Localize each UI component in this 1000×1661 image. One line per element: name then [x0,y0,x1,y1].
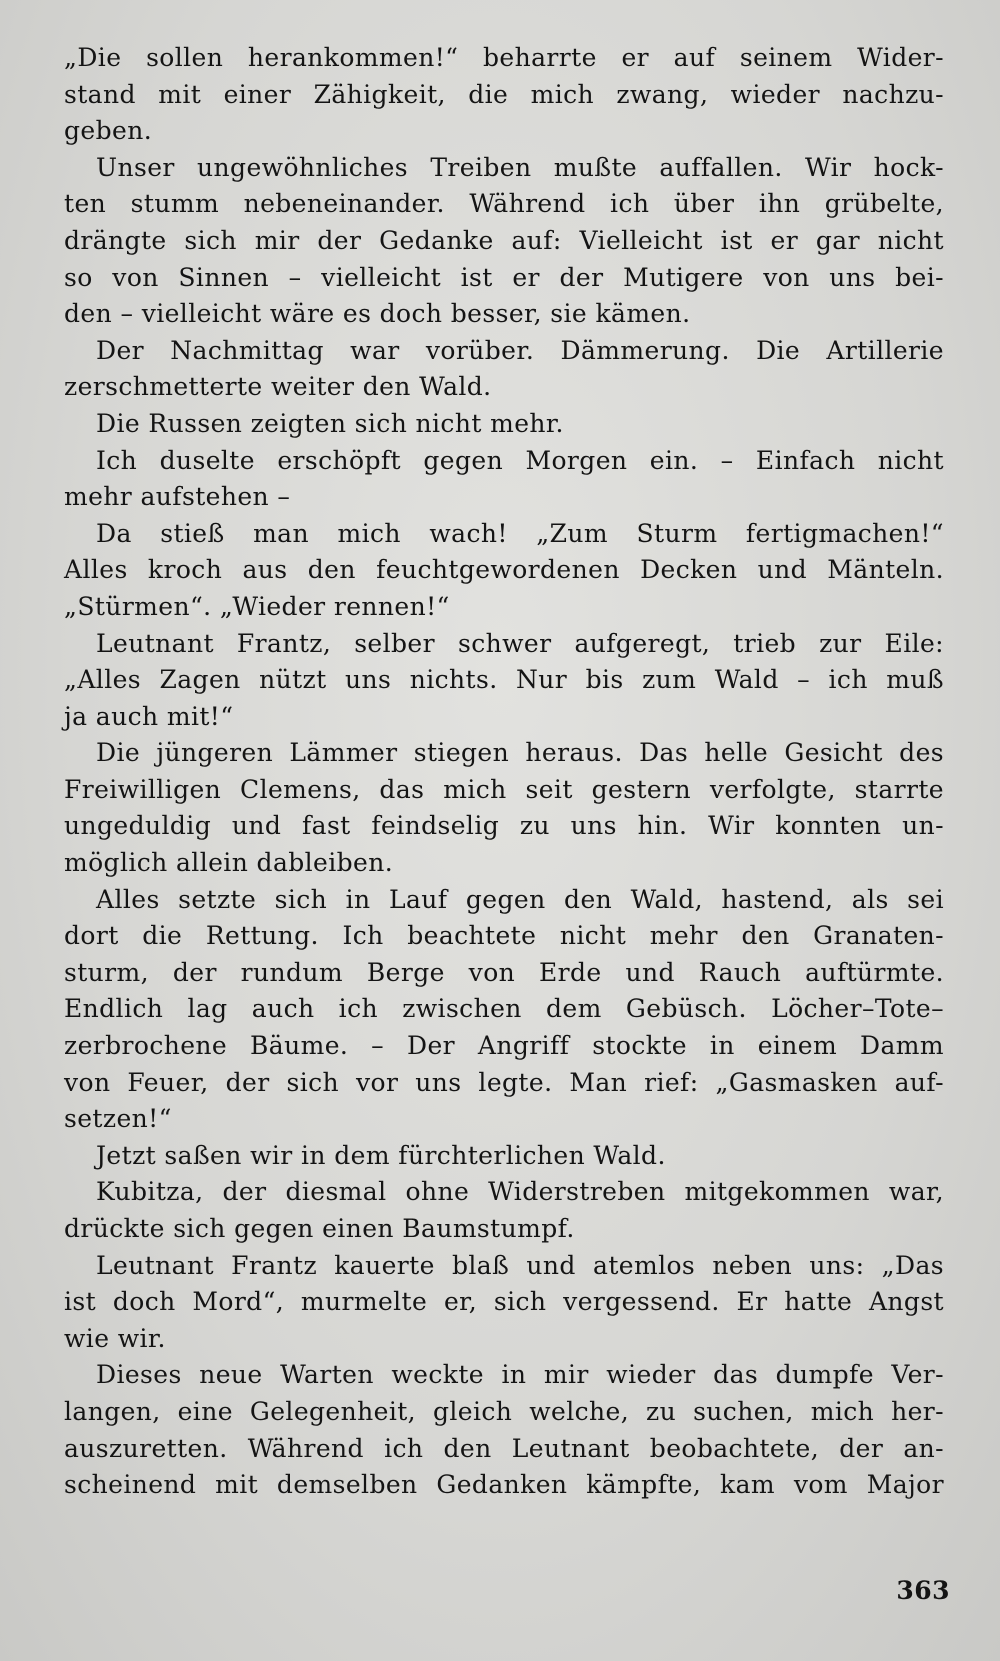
page-number: 363 [896,1576,950,1605]
text-line: scheinend mit demselben Gedanken kämpfte, kam vom Major [64,1470,944,1500]
text-line: „Stürmen“. „Wieder rennen!“ [64,591,450,621]
text-line: Leutnant Frantz, selber schwer aufgeregt, trieb zur Eile: [96,628,944,658]
text-line: Alles kroch aus den feuchtgewordenen Decken und Mänteln. [64,555,944,585]
text-line: ten stumm nebeneinander. Während ich über ihn grübelte, [64,189,944,219]
text-line: so von Sinnen – vielleicht ist er der Mutigere von uns bei- [64,262,944,292]
text-line: mehr aufstehen – [64,482,291,512]
text-line: drückte sich gegen einen Baumstumpf. [64,1214,575,1243]
text-line: Leutnant Frantz kauerte blaß und atemlos neben uns: „Das [96,1250,944,1280]
text-line: langen, eine Gelegenheit, gleich welche, zu suchen, mich her- [64,1396,944,1426]
text-line: setzen!“ [64,1104,172,1134]
body-text [64,40,944,1504]
text-line: Die Russen zeigten sich nicht mehr. [96,408,564,438]
text-line: Freiwilligen Clemens, das mich seit gestern verfolgte, starrte [64,774,944,804]
text-line: Die jüngeren Lämmer stiegen heraus. Das helle Gesicht des [96,738,944,768]
text-line: stand mit einer Zähigkeit, die mich zwang, wieder nachzu- [64,79,944,109]
text-line: geben. [64,116,153,146]
text-line: auszuretten. Während ich den Leutnant beobachtete, der an- [64,1433,944,1463]
text-line: möglich allein dableiben. [64,848,394,878]
text-line: drängte sich mir der Gedanke auf: Vielleicht ist er gar nicht [64,225,944,255]
text-line: Ich duselte erschöpft gegen Morgen ein. – Einfach nicht [96,445,944,475]
text-line: dort die Rettung. Ich beachtete nicht mehr den Granaten- [64,921,944,951]
text-line: ist doch Mord“, murmelte er, sich vergessend. Er hatte Angst [64,1287,944,1317]
text-line: ja auch mit!“ [64,701,234,731]
text-line: „Alles Zagen nützt uns nichts. Nur bis zum Wald – ich muß [64,665,944,695]
text-line: von Feuer, der sich vor uns legte. Man rief: „Gasmasken auf- [64,1067,944,1097]
text-line: Endlich lag auch ich zwischen dem Gebüsch. Löcher–Tote– [64,994,944,1024]
text-line: wie wir. [64,1323,166,1353]
text-line: zerschmetterte weiter den Wald. [64,372,492,402]
text-line: sturm, der rundum Berge von Erde und Rauch auftürmte. [64,957,944,987]
text-line: Der Nachmittag war vorüber. Dämmerung. Die Artillerie [96,335,944,365]
text-line: Kubitza, der diesmal ohne Widerstreben mitgekommen war, [96,1177,944,1207]
text-line: Dieses neue Warten weckte in mir wieder das dumpfe Ver- [96,1360,944,1390]
text-line: Alles setzte sich in Lauf gegen den Wald, hastend, als sei [96,884,944,914]
text-line: Jetzt saßen wir in dem fürchterlichen Wald. [96,1140,666,1170]
text-line: ungeduldig und fast feindselig zu uns hin. Wir konnten un- [64,811,944,841]
text-line: den – vielleicht wäre es doch besser, sie kämen. [64,299,691,329]
text-line: Unser ungewöhnliches Treiben mußte auffallen. Wir hock- [96,152,944,182]
text-line: „Die sollen herankommen!“ beharrte er auf seinem Wider- [64,43,944,72]
text-line: Da stieß man mich wach! „Zum Sturm fertigmachen!“ [96,518,944,548]
text-line: zerbrochene Bäume. – Der Angriff stockte in einem Damm [64,1031,944,1061]
